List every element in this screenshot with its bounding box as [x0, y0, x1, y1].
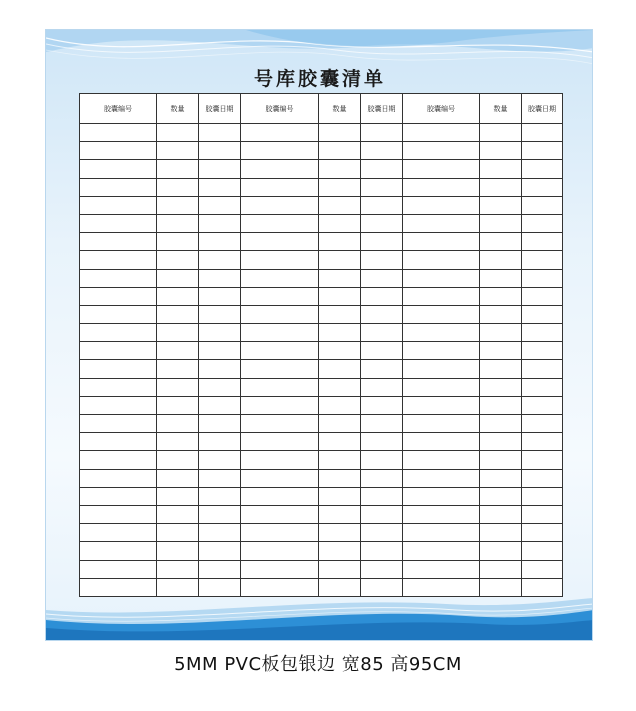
table-cell	[241, 524, 319, 542]
table-cell	[522, 505, 563, 523]
table-cell	[199, 542, 241, 560]
table-cell	[361, 178, 403, 196]
table-cell	[199, 524, 241, 542]
table-cell	[361, 433, 403, 451]
table-cell	[403, 542, 480, 560]
column-header: 胶囊编号	[241, 94, 319, 124]
table-cell	[361, 505, 403, 523]
table-cell	[480, 196, 522, 214]
table-cell	[157, 415, 199, 433]
table-cell	[319, 469, 361, 487]
table-cell	[241, 396, 319, 414]
table-cell	[241, 487, 319, 505]
table-cell	[403, 305, 480, 323]
table-cell	[403, 196, 480, 214]
table-cell	[199, 469, 241, 487]
column-header: 数量	[480, 94, 522, 124]
table-cell	[480, 378, 522, 396]
table-cell	[480, 560, 522, 578]
table-cell	[522, 433, 563, 451]
table-cell	[157, 505, 199, 523]
table-cell	[522, 487, 563, 505]
table-cell	[319, 160, 361, 178]
table-cell	[403, 433, 480, 451]
table-cell	[403, 487, 480, 505]
table-cell	[522, 214, 563, 232]
table-cell	[157, 542, 199, 560]
table-cell	[157, 378, 199, 396]
table-cell	[319, 505, 361, 523]
table-cell	[241, 324, 319, 342]
table-cell	[480, 505, 522, 523]
table-cell	[361, 542, 403, 560]
table-cell	[157, 160, 199, 178]
table-row	[80, 524, 563, 542]
table-row	[80, 342, 563, 360]
table-cell	[80, 469, 157, 487]
table-cell	[241, 160, 319, 178]
table-cell	[157, 305, 199, 323]
table-cell	[480, 487, 522, 505]
table-cell	[241, 415, 319, 433]
table-cell	[199, 251, 241, 269]
table-row	[80, 469, 563, 487]
table-cell	[522, 524, 563, 542]
table-cell	[157, 560, 199, 578]
table-cell	[157, 469, 199, 487]
table-cell	[80, 433, 157, 451]
table-cell	[319, 378, 361, 396]
table-cell	[157, 178, 199, 196]
table-cell	[241, 233, 319, 251]
table-cell	[480, 524, 522, 542]
table-cell	[361, 287, 403, 305]
table-cell	[361, 324, 403, 342]
table-cell	[480, 360, 522, 378]
table-cell	[80, 142, 157, 160]
table-cell	[199, 142, 241, 160]
table-cell	[199, 305, 241, 323]
table-cell	[319, 360, 361, 378]
table-cell	[241, 251, 319, 269]
table-cell	[361, 251, 403, 269]
table-cell	[361, 415, 403, 433]
table-cell	[361, 305, 403, 323]
table-cell	[241, 305, 319, 323]
table-cell	[319, 287, 361, 305]
table-cell	[80, 178, 157, 196]
table-cell	[80, 233, 157, 251]
table-cell	[522, 196, 563, 214]
table-cell	[480, 142, 522, 160]
table-cell	[241, 214, 319, 232]
table-cell	[157, 396, 199, 414]
table-cell	[199, 487, 241, 505]
table-row	[80, 451, 563, 469]
table-cell	[80, 305, 157, 323]
column-header: 胶囊日期	[522, 94, 563, 124]
table-cell	[403, 469, 480, 487]
table-cell	[319, 542, 361, 560]
table-cell	[319, 415, 361, 433]
table-cell	[157, 124, 199, 142]
table-cell	[480, 324, 522, 342]
table-cell	[319, 269, 361, 287]
spec-caption: 5MM PVC板包银边 宽85 高95CM	[174, 654, 462, 675]
table-cell	[241, 360, 319, 378]
table-cell	[199, 160, 241, 178]
table-cell	[199, 287, 241, 305]
table-row	[80, 196, 563, 214]
table-row	[80, 251, 563, 269]
table-cell	[522, 342, 563, 360]
table-cell	[361, 160, 403, 178]
table-cell	[199, 396, 241, 414]
table-cell	[403, 124, 480, 142]
table-cell	[480, 542, 522, 560]
table-cell	[199, 433, 241, 451]
table-cell	[480, 433, 522, 451]
table-cell	[80, 342, 157, 360]
table-cell	[80, 560, 157, 578]
table-cell	[480, 469, 522, 487]
table-cell	[157, 433, 199, 451]
table-cell	[80, 396, 157, 414]
table-cell	[319, 305, 361, 323]
table-cell	[157, 524, 199, 542]
table-cell	[522, 233, 563, 251]
table-cell	[241, 124, 319, 142]
table-cell	[361, 233, 403, 251]
column-header: 胶囊编号	[80, 94, 157, 124]
table-cell	[319, 178, 361, 196]
table-cell	[522, 178, 563, 196]
table-cell	[80, 124, 157, 142]
table-cell	[480, 178, 522, 196]
table-cell	[319, 487, 361, 505]
table-cell	[319, 214, 361, 232]
table-cell	[480, 124, 522, 142]
table-cell	[80, 324, 157, 342]
table-cell	[403, 378, 480, 396]
table-cell	[157, 324, 199, 342]
table-cell	[319, 396, 361, 414]
table-cell	[361, 524, 403, 542]
table-cell	[522, 160, 563, 178]
column-header: 数量	[319, 94, 361, 124]
table-cell	[199, 415, 241, 433]
table-cell	[241, 451, 319, 469]
table-cell	[199, 451, 241, 469]
table-cell	[522, 451, 563, 469]
table-cell	[522, 269, 563, 287]
table-cell	[522, 124, 563, 142]
table-cell	[241, 196, 319, 214]
table-cell	[522, 305, 563, 323]
table-cell	[157, 214, 199, 232]
table-cell	[480, 287, 522, 305]
table-cell	[361, 360, 403, 378]
table-cell	[361, 451, 403, 469]
table-cell	[522, 396, 563, 414]
table-cell	[522, 560, 563, 578]
table-cell	[199, 178, 241, 196]
table-cell	[403, 160, 480, 178]
table-cell	[522, 324, 563, 342]
table-cell	[199, 196, 241, 214]
table-cell	[157, 196, 199, 214]
table-row	[80, 433, 563, 451]
table-cell	[241, 378, 319, 396]
table-cell	[157, 451, 199, 469]
table-cell	[80, 524, 157, 542]
table-row	[80, 378, 563, 396]
table-cell	[80, 251, 157, 269]
table-cell	[522, 542, 563, 560]
table-cell	[403, 560, 480, 578]
table-cell	[319, 324, 361, 342]
table-cell	[319, 433, 361, 451]
table-cell	[403, 415, 480, 433]
table-cell	[319, 142, 361, 160]
table-cell	[319, 342, 361, 360]
table-cell	[80, 196, 157, 214]
table-body	[80, 124, 563, 597]
table-cell	[480, 305, 522, 323]
table-cell	[80, 269, 157, 287]
table-cell	[157, 269, 199, 287]
table-row	[80, 214, 563, 232]
table-cell	[80, 287, 157, 305]
table-cell	[241, 287, 319, 305]
table-cell	[157, 342, 199, 360]
column-header: 胶囊编号	[403, 94, 480, 124]
table-cell	[199, 269, 241, 287]
table-cell	[80, 214, 157, 232]
table-cell	[480, 451, 522, 469]
table-cell	[361, 196, 403, 214]
table-cell	[199, 124, 241, 142]
bottom-wave-decoration	[46, 590, 593, 641]
table-cell	[157, 142, 199, 160]
table-cell	[241, 269, 319, 287]
table-row	[80, 142, 563, 160]
table-cell	[80, 451, 157, 469]
table-cell	[241, 342, 319, 360]
table-cell	[157, 233, 199, 251]
table-cell	[361, 469, 403, 487]
table-cell	[199, 505, 241, 523]
table-row	[80, 178, 563, 196]
table-cell	[361, 124, 403, 142]
table-cell	[361, 396, 403, 414]
table-cell	[157, 360, 199, 378]
table-cell	[199, 324, 241, 342]
table-row	[80, 542, 563, 560]
signboard	[45, 29, 593, 641]
table-cell	[241, 542, 319, 560]
table-cell	[199, 360, 241, 378]
table-row	[80, 233, 563, 251]
table-cell	[157, 251, 199, 269]
table-cell	[480, 415, 522, 433]
table-cell	[403, 505, 480, 523]
table-cell	[80, 542, 157, 560]
table-row	[80, 415, 563, 433]
table-cell	[361, 142, 403, 160]
table-header-row	[80, 94, 563, 124]
table-row	[80, 160, 563, 178]
table-row	[80, 269, 563, 287]
table-cell	[80, 160, 157, 178]
table-cell	[522, 251, 563, 269]
table-cell	[403, 178, 480, 196]
table-cell	[319, 251, 361, 269]
table-cell	[522, 378, 563, 396]
table-cell	[403, 251, 480, 269]
table-cell	[361, 269, 403, 287]
column-header: 胶囊日期	[361, 94, 403, 124]
table-row	[80, 287, 563, 305]
table-cell	[480, 342, 522, 360]
table-cell	[199, 560, 241, 578]
capsule-list-table	[79, 93, 563, 597]
table-cell	[522, 142, 563, 160]
table-cell	[403, 269, 480, 287]
table-row	[80, 324, 563, 342]
table-row	[80, 305, 563, 323]
table-cell	[157, 487, 199, 505]
table-cell	[522, 469, 563, 487]
table-cell	[241, 505, 319, 523]
table-cell	[199, 214, 241, 232]
column-header: 数量	[157, 94, 199, 124]
table-cell	[80, 378, 157, 396]
table-cell	[157, 287, 199, 305]
table-cell	[480, 214, 522, 232]
table-cell	[480, 269, 522, 287]
table-cell	[480, 396, 522, 414]
table-row	[80, 124, 563, 142]
table-cell	[480, 233, 522, 251]
table-cell	[361, 560, 403, 578]
table-cell	[319, 451, 361, 469]
table-cell	[361, 487, 403, 505]
table-row	[80, 396, 563, 414]
board-title: 号库胶囊清单	[253, 68, 386, 90]
table-cell	[199, 378, 241, 396]
table-cell	[480, 160, 522, 178]
table-row	[80, 560, 563, 578]
table-cell	[80, 505, 157, 523]
table-cell	[199, 233, 241, 251]
table-row	[80, 505, 563, 523]
table-cell	[403, 324, 480, 342]
table-cell	[403, 287, 480, 305]
column-header: 胶囊日期	[199, 94, 241, 124]
table-cell	[522, 415, 563, 433]
table-cell	[319, 560, 361, 578]
table-cell	[80, 360, 157, 378]
table-cell	[403, 342, 480, 360]
table-cell	[403, 360, 480, 378]
table-cell	[403, 214, 480, 232]
table-row	[80, 487, 563, 505]
table-cell	[361, 214, 403, 232]
table-cell	[403, 451, 480, 469]
table-cell	[319, 524, 361, 542]
table-cell	[403, 396, 480, 414]
table-cell	[241, 178, 319, 196]
table-cell	[403, 524, 480, 542]
table-cell	[80, 487, 157, 505]
table-cell	[319, 124, 361, 142]
table-cell	[319, 196, 361, 214]
table-cell	[522, 287, 563, 305]
table-cell	[241, 469, 319, 487]
table-cell	[361, 378, 403, 396]
table-cell	[241, 560, 319, 578]
table-cell	[241, 433, 319, 451]
table-cell	[403, 142, 480, 160]
table-row	[80, 360, 563, 378]
table-cell	[80, 415, 157, 433]
table-cell	[319, 233, 361, 251]
table-cell	[403, 233, 480, 251]
table-cell	[199, 342, 241, 360]
table-cell	[241, 142, 319, 160]
table-cell	[361, 342, 403, 360]
table-cell	[480, 251, 522, 269]
table-cell	[522, 360, 563, 378]
